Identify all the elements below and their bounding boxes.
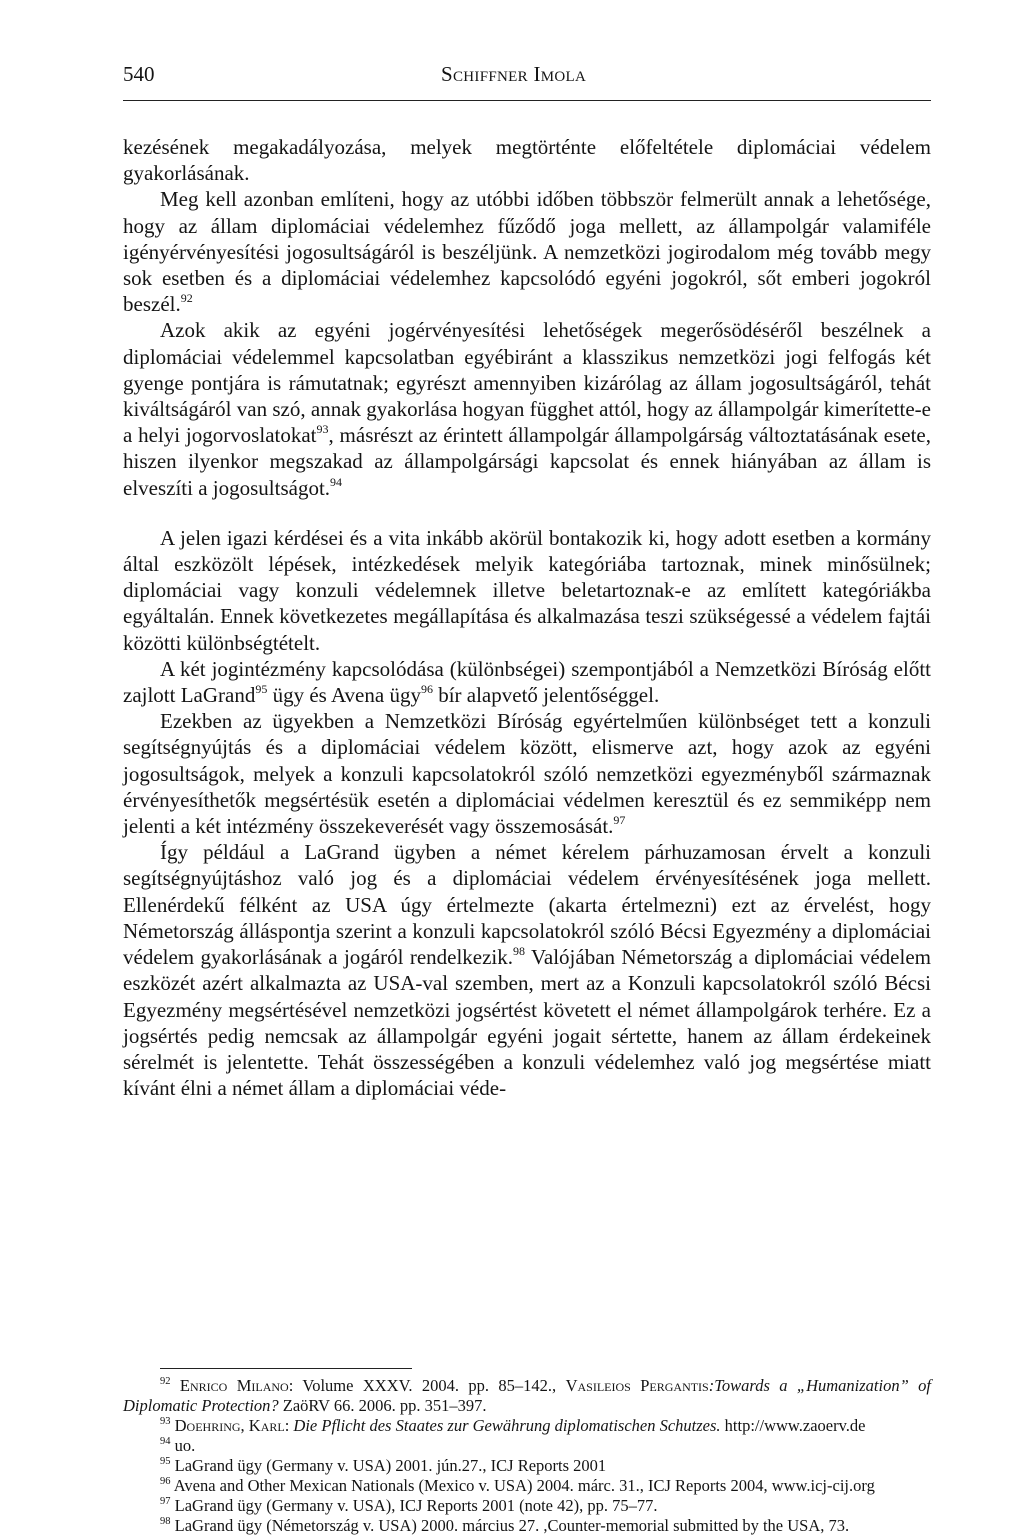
- footnote-number: 98: [160, 1516, 171, 1527]
- footnote-ref: 92: [180, 291, 193, 306]
- footnote-number: 97: [160, 1496, 171, 1507]
- text: A két jogintézmény kapcsolódása (különbségei) szempontjából a Nemzetközi Bíróság előtt zajlott LaGrand: [123, 656, 931, 708]
- footnote-text: : Volume XXXV. 2004. pp. 85–142.,: [288, 1376, 566, 1395]
- footnote-text: http://www.zaoerv.de: [720, 1416, 866, 1435]
- footnote-ref: 94: [330, 474, 343, 489]
- footnote-ref: 93: [316, 422, 329, 437]
- page: [123, 56, 932, 1535]
- text: kezésének megakadályozása, melyek megtörténte előfeltétele diplomáciai védelem gyakorlásának.: [123, 135, 931, 186]
- footnote-author: Vasileios Pergantis: [565, 1376, 709, 1395]
- footnote: [123, 1456, 931, 1476]
- footnote-ref: 95: [255, 682, 268, 697]
- text: bír alapvető jelentőséggel.: [432, 683, 660, 708]
- footnote-number: 92: [160, 1376, 171, 1387]
- footnote-ref: 96: [420, 682, 433, 697]
- paragraph: [123, 134, 931, 186]
- footnote: [123, 1516, 931, 1536]
- page-number: 540: [123, 62, 155, 86]
- text: Azok akik az egyéni jogérvényesítési lehetőségek megerősödéséről beszélnek a diplomáciai védelemmel kapcsolatban egyébiránt a klasszikus nemzetközi jogi felfogás két gyenge pontjára is rámutatnak; egyrészt amennyiben kizárólag az állam jogosultságáról, tehát kiváltságáról van szó, annak gyakorlása hogyan függhet attól, hogy az állampolgár kimerítette-e a helyi jogorvoslatokat: [123, 318, 931, 448]
- paragraph: [123, 656, 931, 708]
- footnote: [123, 1436, 931, 1456]
- paragraph: [123, 839, 931, 1101]
- footnote-number: 94: [160, 1436, 171, 1447]
- footnote-rule: [160, 1368, 412, 1369]
- footnote-author: Enrico Milano: [179, 1376, 289, 1395]
- footnote-title: :Towards a „Humanization” of Diplomatic Protection?: [123, 1376, 932, 1415]
- body-text: [123, 134, 931, 1101]
- paragraph: [123, 708, 931, 839]
- text: A jelen igazi kérdései és a vita inkább akörül bontakozik ki, hogy adott esetben a kormány által eszközölt lépések, intézkedések melyik kategóriába tartoznak, minek minősülnek; diplomáciai vagy konzuli védelemnek illetve beletartoznak-e az említett kategóriákba egyáltalán. Ennek következetes megállapítása és alkalmazása teszi szükségessé a védelem fajtái közötti különbségtételt.: [123, 525, 931, 655]
- footnote-number: 93: [160, 1416, 171, 1427]
- footnote-title: Die Pflicht des Staates zur Gewährung diplomatischen Schutzes.: [293, 1416, 721, 1435]
- footnote-text: :: [284, 1416, 294, 1435]
- paragraph: [123, 525, 931, 656]
- footnote-author: Doehring, Karl: [174, 1416, 285, 1435]
- running-head: [123, 56, 931, 96]
- footnotes: [123, 1376, 931, 1536]
- footnote: [123, 1416, 931, 1436]
- text: Ezekben az ügyekben a Nemzetközi Bíróság egyértelműen különbséget tett a konzuli segítségnyújtás és a diplomáciai védelem között, elismerve azt, hogy azok az egyéni jogosultságok, melyek a konzuli kapcsolatokról szóló nemzetközi egyezményből származnak érvényesíthetők megsértésük esetén a diplomáciai védelmen keresztül és ez semmiképp nem jelenti a két intézmény összekeverését vagy összemosását.: [123, 709, 931, 839]
- footnote: [123, 1376, 931, 1416]
- text: , másrészt az érintett állampolgár állampolgárság változtatásának esete, hiszen ilyenkor megszakad az állampolgársági kapcsolat és ennek hiányában az állam is elveszíti a jogosultságot.: [123, 423, 931, 500]
- footnote-ref: 98: [513, 944, 526, 959]
- header-rule: [123, 100, 931, 101]
- text: ügy és Avena ügy: [267, 683, 421, 708]
- footnote-text: ZaöRV 66. 2006. pp. 351–397.: [278, 1396, 487, 1415]
- paragraph: [123, 186, 931, 317]
- running-title: Schiffner Imola: [441, 62, 587, 86]
- footnote: [123, 1476, 931, 1496]
- footnote-text: Avena and Other Mexican Nationals (Mexico v. USA) 2004. márc. 31., ICJ Reports 2004, www.icj-cij.org: [173, 1476, 875, 1495]
- footnote-text: LaGrand ügy (Germany v. USA) 2001. jún.27., ICJ Reports 2001: [174, 1456, 607, 1475]
- footnote-number: 95: [160, 1456, 171, 1467]
- footnote-text: LaGrand ügy (Németország v. USA) 2000. március 27. ,Counter-memorial submitted by the USA, 73.: [174, 1516, 850, 1535]
- footnote: [123, 1496, 931, 1516]
- footnote-number: 96: [160, 1476, 171, 1487]
- footnote-ref: 97: [613, 813, 626, 828]
- text: Valójában Németország a diplomáciai védelem eszközét azért alkalmazta az USA-val szemben, mert az a Konzuli kapcsolatokról szóló Bécsi Egyezmény megsértésével nemzetközi jogsértést követett el német állampolgárok terhére. Ez a jogsértés pedig nemcsak az állampolgár egyéni jogait sértette, hanem az állam érdekeinek sérelmét is jelentette. Tehát összességében a konzuli védelemhez való jog megsértése miatt kívánt élni a német állam a diplomáciai véde-: [123, 945, 931, 1101]
- text: Így például a LaGrand ügyben a német kérelem párhuzamosan érvelt a konzuli segítségnyújtáshoz való jog és a diplomáciai védelem érvényesítésének joga mellett. Ellenérdekű félként az USA úgy értelmezte (akarta értelmezni) ezt az érvelést, hogy Németország álláspontja szerint a konzuli kapcsolatokról szóló Bécsi Egyezmény a diplomáciai védelem gyakorlásának a jogáról rendelkezik.: [123, 840, 931, 970]
- footnote-text: LaGrand ügy (Germany v. USA), ICJ Reports 2001 (note 42), pp. 75–77.: [174, 1496, 658, 1515]
- footnote-text: uo.: [174, 1436, 196, 1455]
- text: Meg kell azonban említeni, hogy az utóbbi időben többször felmerült annak a lehetősége, hogy az állam diplomáciai védelemhez fűződő joga mellett, az állampolgár valamiféle igényérvényesítési jogosultságáról is beszéljünk. A nemzetközi jogirodalom még tovább megy sok esetben és a diplomáciai védelemhez kapcsolódó egyéni jogokról, sőt emberi jogokról beszél.: [123, 187, 931, 317]
- paragraph: [123, 317, 931, 500]
